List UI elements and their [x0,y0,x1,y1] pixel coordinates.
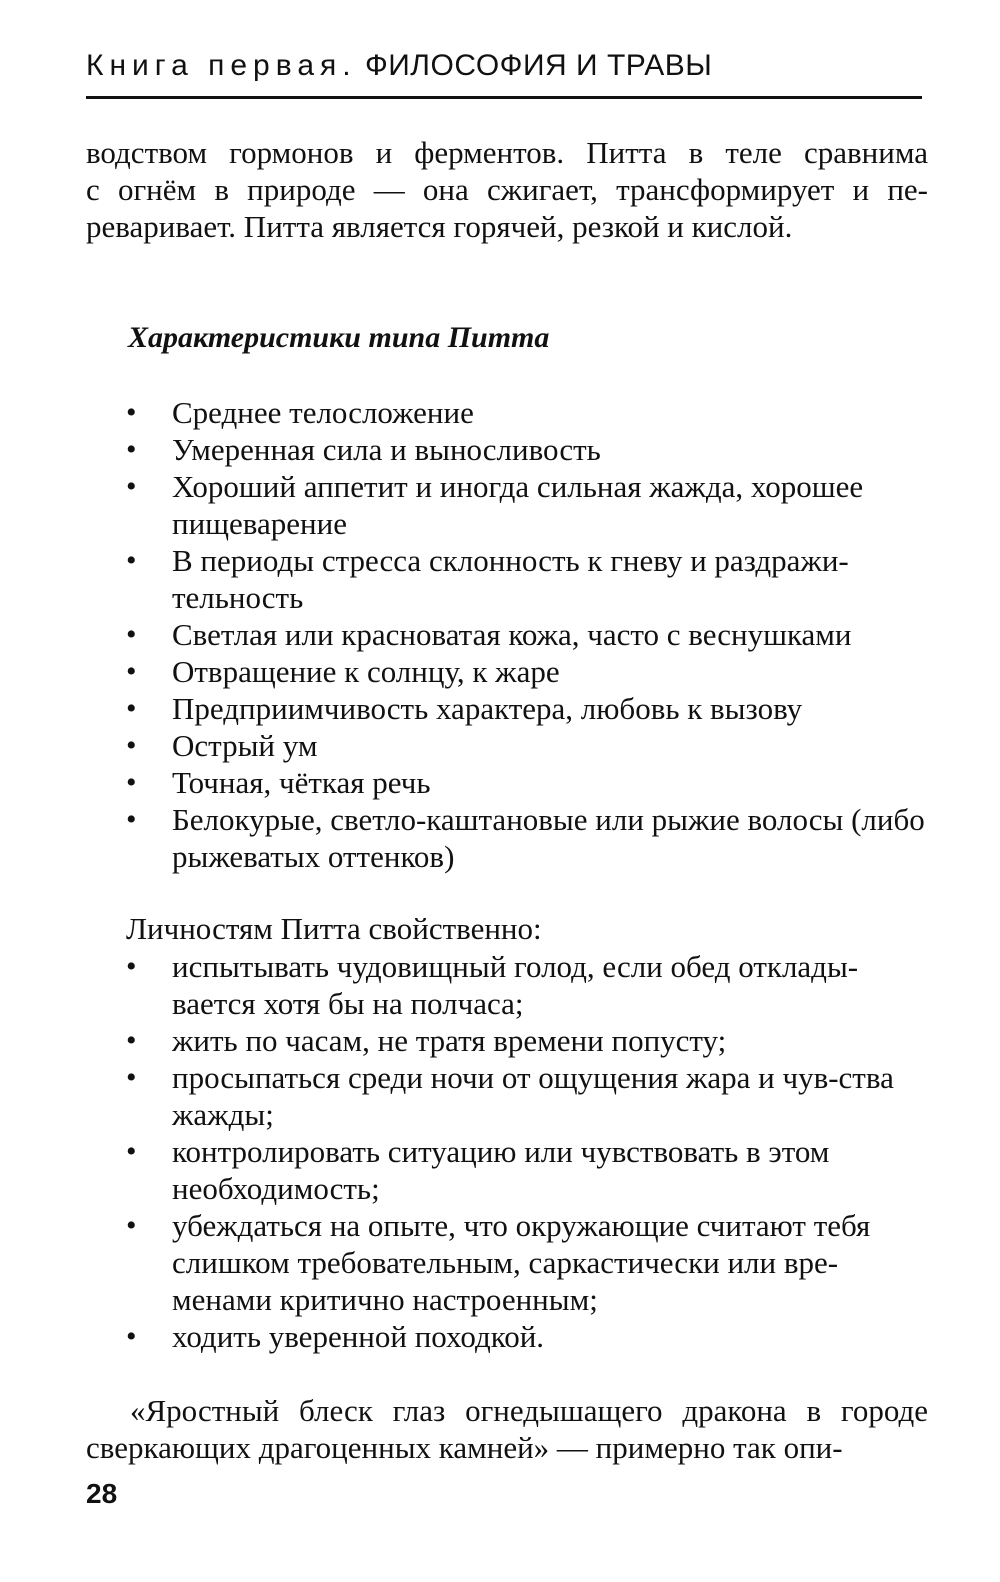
characteristics-list [126,394,930,875]
list-item: • Отвращение к солнцу, к жаре [126,653,930,690]
paragraph-line: водством гормонов и ферментов. Питта в теле сравнима [86,135,928,170]
list-item: • испытывать чудовищный голод, если обед отклады-вается хотя бы на полчаса; [126,948,930,1022]
list-item: • ходить уверенной походкой. [126,1318,930,1355]
traits-list [126,948,930,1355]
list-item: • Белокурые, светло-каштановые или рыжие волосы (либо рыжеватых оттенков) [126,801,930,875]
list-item: • убеждаться на опыте, что окружающие считают тебя слишком требовательным, саркастически или вре-менами критично настроенным; [126,1207,930,1318]
list-item: • просыпаться среди ночи от ощущения жара и чув-ства жажды; [126,1059,930,1133]
list-item: • Предприимчивость характера, любовь к вызову [126,690,930,727]
list-item: • Хороший аппетит и иногда сильная жажда, хорошее пищеварение [126,468,930,542]
list-item: • контролировать ситуацию или чувствовать в этом необходимость; [126,1133,930,1207]
book-label: Книга первая. [86,49,357,82]
list-item: • Светлая или красноватая кожа, часто с веснушками [126,616,930,653]
chapter-title: ФИЛОСОФИЯ И ТРАВЫ [364,49,713,82]
list-item: • Острый ум [126,727,930,764]
paragraph-line: реваривает. Питта является горячей, резкой и кислой. [86,209,793,244]
closing-paragraph: «Яростный блеск глаз огнедышащего дракона в городе сверкающих драгоценных камней» — примерно так опи- [86,1393,928,1465]
list-item: • жить по часам, не тратя времени попусту; [126,1022,930,1059]
list-item: • В периоды стресса склонность к гневу и раздражи-тельность [126,542,930,616]
paragraph-line: с огнём в природе — она сжигает, трансформирует и пе- [86,172,928,207]
running-header [86,46,922,99]
list-item: • Среднее телосложение [126,394,930,431]
page-number: 28 [86,1478,118,1509]
section-heading: Характеристики типа Питта [128,321,550,354]
paragraph-continuation [86,134,928,245]
list-item: • Умеренная сила и выносливость [126,431,930,468]
list-item: • Точная, чёткая речь [126,764,930,801]
traits-intro: Личностям Питта свойственно: [126,911,542,946]
